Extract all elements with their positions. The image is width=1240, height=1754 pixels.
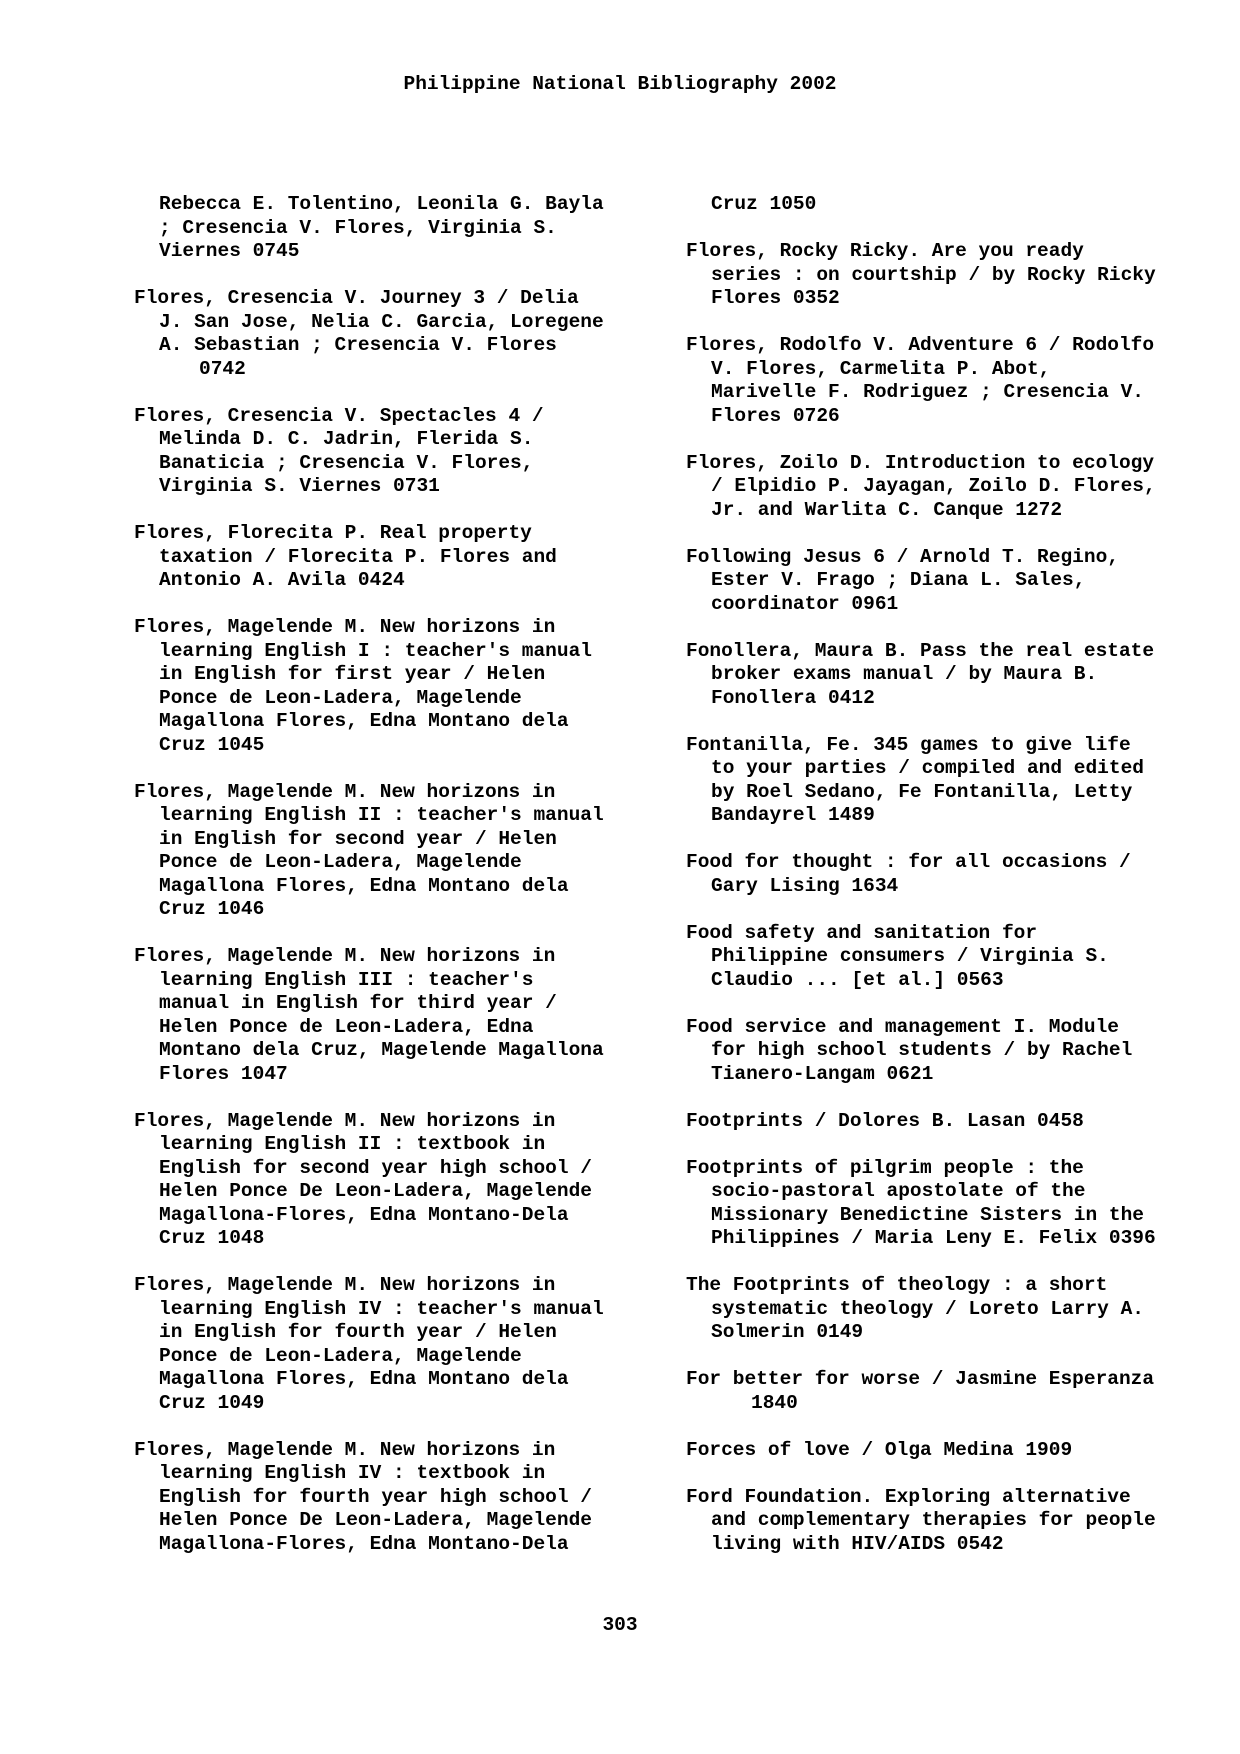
entry-line: learning English IV : textbook in xyxy=(159,1462,546,1484)
entry-line: Cruz 1050 xyxy=(711,193,817,215)
bibliography-entry xyxy=(134,616,654,757)
entry-line: Ponce de Leon-Ladera, Magelende xyxy=(159,686,522,709)
bibliography-entry xyxy=(134,405,654,499)
entry-line: J. San Jose, Nelia C. Garcia, Loregene xyxy=(159,310,604,333)
entry-line: in English for first year / Helen xyxy=(159,663,546,685)
entry-line: Flores, Zoilo D. Introduction to ecology xyxy=(686,451,1155,474)
entry-line: Flores, Magelende M. New horizons in xyxy=(134,1274,556,1296)
entry-line: Forces of love / Olga Medina 1909 xyxy=(686,1438,1073,1461)
entry-line: in English for fourth year / Helen xyxy=(159,1321,557,1343)
entry-line: and complementary therapies for people xyxy=(711,1509,1156,1531)
entry-line: learning English II : teacher's manual xyxy=(159,804,604,826)
entry-line: Flores, Cresencia V. Spectacles 4 / xyxy=(134,404,544,427)
bibliography-entry xyxy=(686,1486,1206,1557)
entry-line: for high school students / by Rachel xyxy=(711,1039,1133,1061)
entry-line: Magallona Flores, Edna Montano dela xyxy=(159,710,569,732)
entry-line: Cruz 1048 xyxy=(159,1227,265,1249)
bibliography-entry xyxy=(134,522,654,593)
entry-line: Flores, Rocky Ricky. Are you ready xyxy=(686,240,1084,262)
bibliography-entry xyxy=(686,1016,1206,1087)
entry-line: Cruz 1046 xyxy=(159,898,265,920)
bibliography-entry xyxy=(686,1110,1206,1134)
bibliography-entry xyxy=(134,1110,654,1251)
entry-line: 1840 xyxy=(751,1391,798,1414)
bibliography-entry xyxy=(686,922,1206,993)
entry-line: The Footprints of theology : a short xyxy=(686,1274,1108,1296)
entry-line: Fontanilla, Fe. 345 games to give life xyxy=(686,733,1131,756)
page-number: 303 xyxy=(602,1614,638,1636)
entry-line: Magallona-Flores, Edna Montano-Dela xyxy=(159,1203,569,1226)
entry-line: Solmerin 0149 xyxy=(711,1321,864,1343)
entry-line: Helen Ponce De Leon-Ladera, Magelende xyxy=(159,1180,592,1202)
entry-line: / Elpidio P. Jayagan, Zoilo D. Flores, xyxy=(711,475,1156,497)
bibliography-entry xyxy=(686,1157,1206,1251)
bibliography-entry xyxy=(134,1439,654,1557)
bibliography-entry xyxy=(686,334,1206,428)
bibliography-entry xyxy=(134,781,654,922)
entry-line: learning English II : textbook in xyxy=(159,1133,546,1155)
entry-line: Following Jesus 6 / Arnold T. Regino, xyxy=(686,545,1119,568)
entry-line: manual in English for third year / xyxy=(159,992,557,1014)
entry-line: Helen Ponce de Leon-Ladera, Edna xyxy=(159,1015,534,1038)
bibliography-entry xyxy=(686,1439,1206,1463)
entry-line: Flores 0726 xyxy=(711,404,840,427)
entry-line: Flores, Magelende M. New horizons in xyxy=(134,616,556,638)
entry-line: Flores, Magelende M. New horizons in xyxy=(134,1109,556,1132)
entry-line: Flores, Cresencia V. Journey 3 / Delia xyxy=(134,287,579,309)
entry-line: Magallona-Flores, Edna Montano-Dela xyxy=(159,1532,569,1555)
entry-line: Magallona Flores, Edna Montano dela xyxy=(159,1368,569,1390)
entry-line: Footprints / Dolores B. Lasan 0458 xyxy=(686,1109,1084,1132)
entry-line: coordinator 0961 xyxy=(711,592,899,615)
entry-line: Banaticia ; Cresencia V. Flores, xyxy=(159,451,534,474)
entry-line: broker exams manual / by Maura B. xyxy=(711,663,1098,685)
entry-line: Virginia S. Viernes 0731 xyxy=(159,475,440,497)
entry-line: V. Flores, Carmelita P. Abot, xyxy=(711,357,1051,380)
entry-line: Viernes 0745 xyxy=(159,240,300,262)
bibliography-entry xyxy=(686,734,1206,828)
entry-line: Bandayrel 1489 xyxy=(711,804,875,826)
entry-line: Montano dela Cruz, Magelende Magallona xyxy=(159,1039,604,1061)
entry-line: systematic theology / Loreto Larry A. xyxy=(711,1297,1144,1320)
entry-line: Flores 1047 xyxy=(159,1062,288,1085)
entry-line: Philippine consumers / Virginia S. xyxy=(711,945,1109,967)
bibliography-entry xyxy=(134,945,654,1086)
bibliography-entry xyxy=(686,452,1206,523)
entry-line: Philippines / Maria Leny E. Felix 0396 xyxy=(711,1227,1156,1249)
entry-line: English for second year high school / xyxy=(159,1156,592,1179)
entry-line: Food for thought : for all occasions / xyxy=(686,851,1131,873)
entry-line: For better for worse / Jasmine Esperanza xyxy=(686,1368,1155,1390)
entry-line: series : on courtship / by Rocky Ricky xyxy=(711,263,1156,286)
bibliography-entry xyxy=(686,1274,1206,1345)
entry-line: Flores, Magelende M. New horizons in xyxy=(134,945,556,967)
entry-line: Cruz 1049 xyxy=(159,1391,265,1414)
entry-line: Ponce de Leon-Ladera, Magelende xyxy=(159,1344,522,1367)
entry-line: to your parties / compiled and edited xyxy=(711,757,1144,779)
entry-line: Missionary Benedictine Sisters in the xyxy=(711,1203,1144,1226)
entry-line: Magallona Flores, Edna Montano dela xyxy=(159,874,569,897)
entry-line: socio-pastoral apostolate of the xyxy=(711,1180,1086,1202)
entry-line: Tianero-Langam 0621 xyxy=(711,1062,934,1085)
bibliography-entry xyxy=(134,1274,654,1415)
entry-line: Ford Foundation. Exploring alternative xyxy=(686,1485,1131,1508)
entry-line: A. Sebastian ; Cresencia V. Flores xyxy=(159,334,557,356)
entry-line: Gary Lising 1634 xyxy=(711,874,899,897)
bibliography-entry xyxy=(686,240,1206,311)
entry-line: Footprints of pilgrim people : the xyxy=(686,1156,1084,1179)
entry-line: in English for second year / Helen xyxy=(159,827,557,850)
entry-line: Ponce de Leon-Ladera, Magelende xyxy=(159,851,522,873)
entry-line: Flores, Rodolfo V. Adventure 6 / Rodolfo xyxy=(686,334,1155,356)
right-column xyxy=(686,193,1206,1580)
left-column xyxy=(134,193,654,1580)
entry-line: Antonio A. Avila 0424 xyxy=(159,569,405,591)
bibliography-entry xyxy=(686,640,1206,711)
bibliography-entry xyxy=(134,193,654,264)
entry-line: Marivelle F. Rodriguez ; Cresencia V. xyxy=(711,381,1144,403)
entry-line: Flores 0352 xyxy=(711,287,840,309)
entry-line: Rebecca E. Tolentino, Leonila G. Bayla xyxy=(159,193,604,215)
entry-line: living with HIV/AIDS 0542 xyxy=(711,1532,1004,1555)
bibliography-entry xyxy=(686,851,1206,898)
entry-line: Food service and management I. Module xyxy=(686,1015,1119,1038)
bibliography-entry xyxy=(686,193,1206,217)
entry-line: Fonollera 0412 xyxy=(711,686,875,709)
entry-line: Fonollera, Maura B. Pass the real estate xyxy=(686,639,1155,662)
bibliography-entry xyxy=(686,546,1206,617)
entry-line: Helen Ponce De Leon-Ladera, Magelende xyxy=(159,1509,592,1531)
bibliography-entry xyxy=(134,287,654,381)
entry-line: Flores, Magelende M. New horizons in xyxy=(134,1438,556,1461)
entry-line: Food safety and sanitation for xyxy=(686,921,1038,944)
entry-line: Ester V. Frago ; Diana L. Sales, xyxy=(711,569,1086,591)
entry-line: Flores, Magelende M. New horizons in xyxy=(134,780,556,803)
entry-line: learning English III : teacher's xyxy=(159,968,534,991)
entry-line: Cruz 1045 xyxy=(159,733,265,756)
entry-line: 0742 xyxy=(199,357,246,380)
entry-line: Jr. and Warlita C. Canque 1272 xyxy=(711,498,1063,521)
entry-line: Claudio ... [et al.] 0563 xyxy=(711,968,1004,991)
entry-line: Melinda D. C. Jadrin, Flerida S. xyxy=(159,428,534,450)
running-head: Philippine National Bibliography 2002 xyxy=(403,73,837,95)
entry-line: English for fourth year high school / xyxy=(159,1485,592,1508)
entry-line: taxation / Florecita P. Flores and xyxy=(159,545,557,568)
entry-line: ; Cresencia V. Flores, Virginia S. xyxy=(159,216,557,239)
bibliography-entry xyxy=(686,1368,1206,1415)
entry-line: by Roel Sedano, Fe Fontanilla, Letty xyxy=(711,780,1133,803)
entry-line: Flores, Florecita P. Real property xyxy=(134,522,532,544)
entry-line: learning English IV : teacher's manual xyxy=(159,1297,604,1320)
entry-line: learning English I : teacher's manual xyxy=(159,639,592,662)
